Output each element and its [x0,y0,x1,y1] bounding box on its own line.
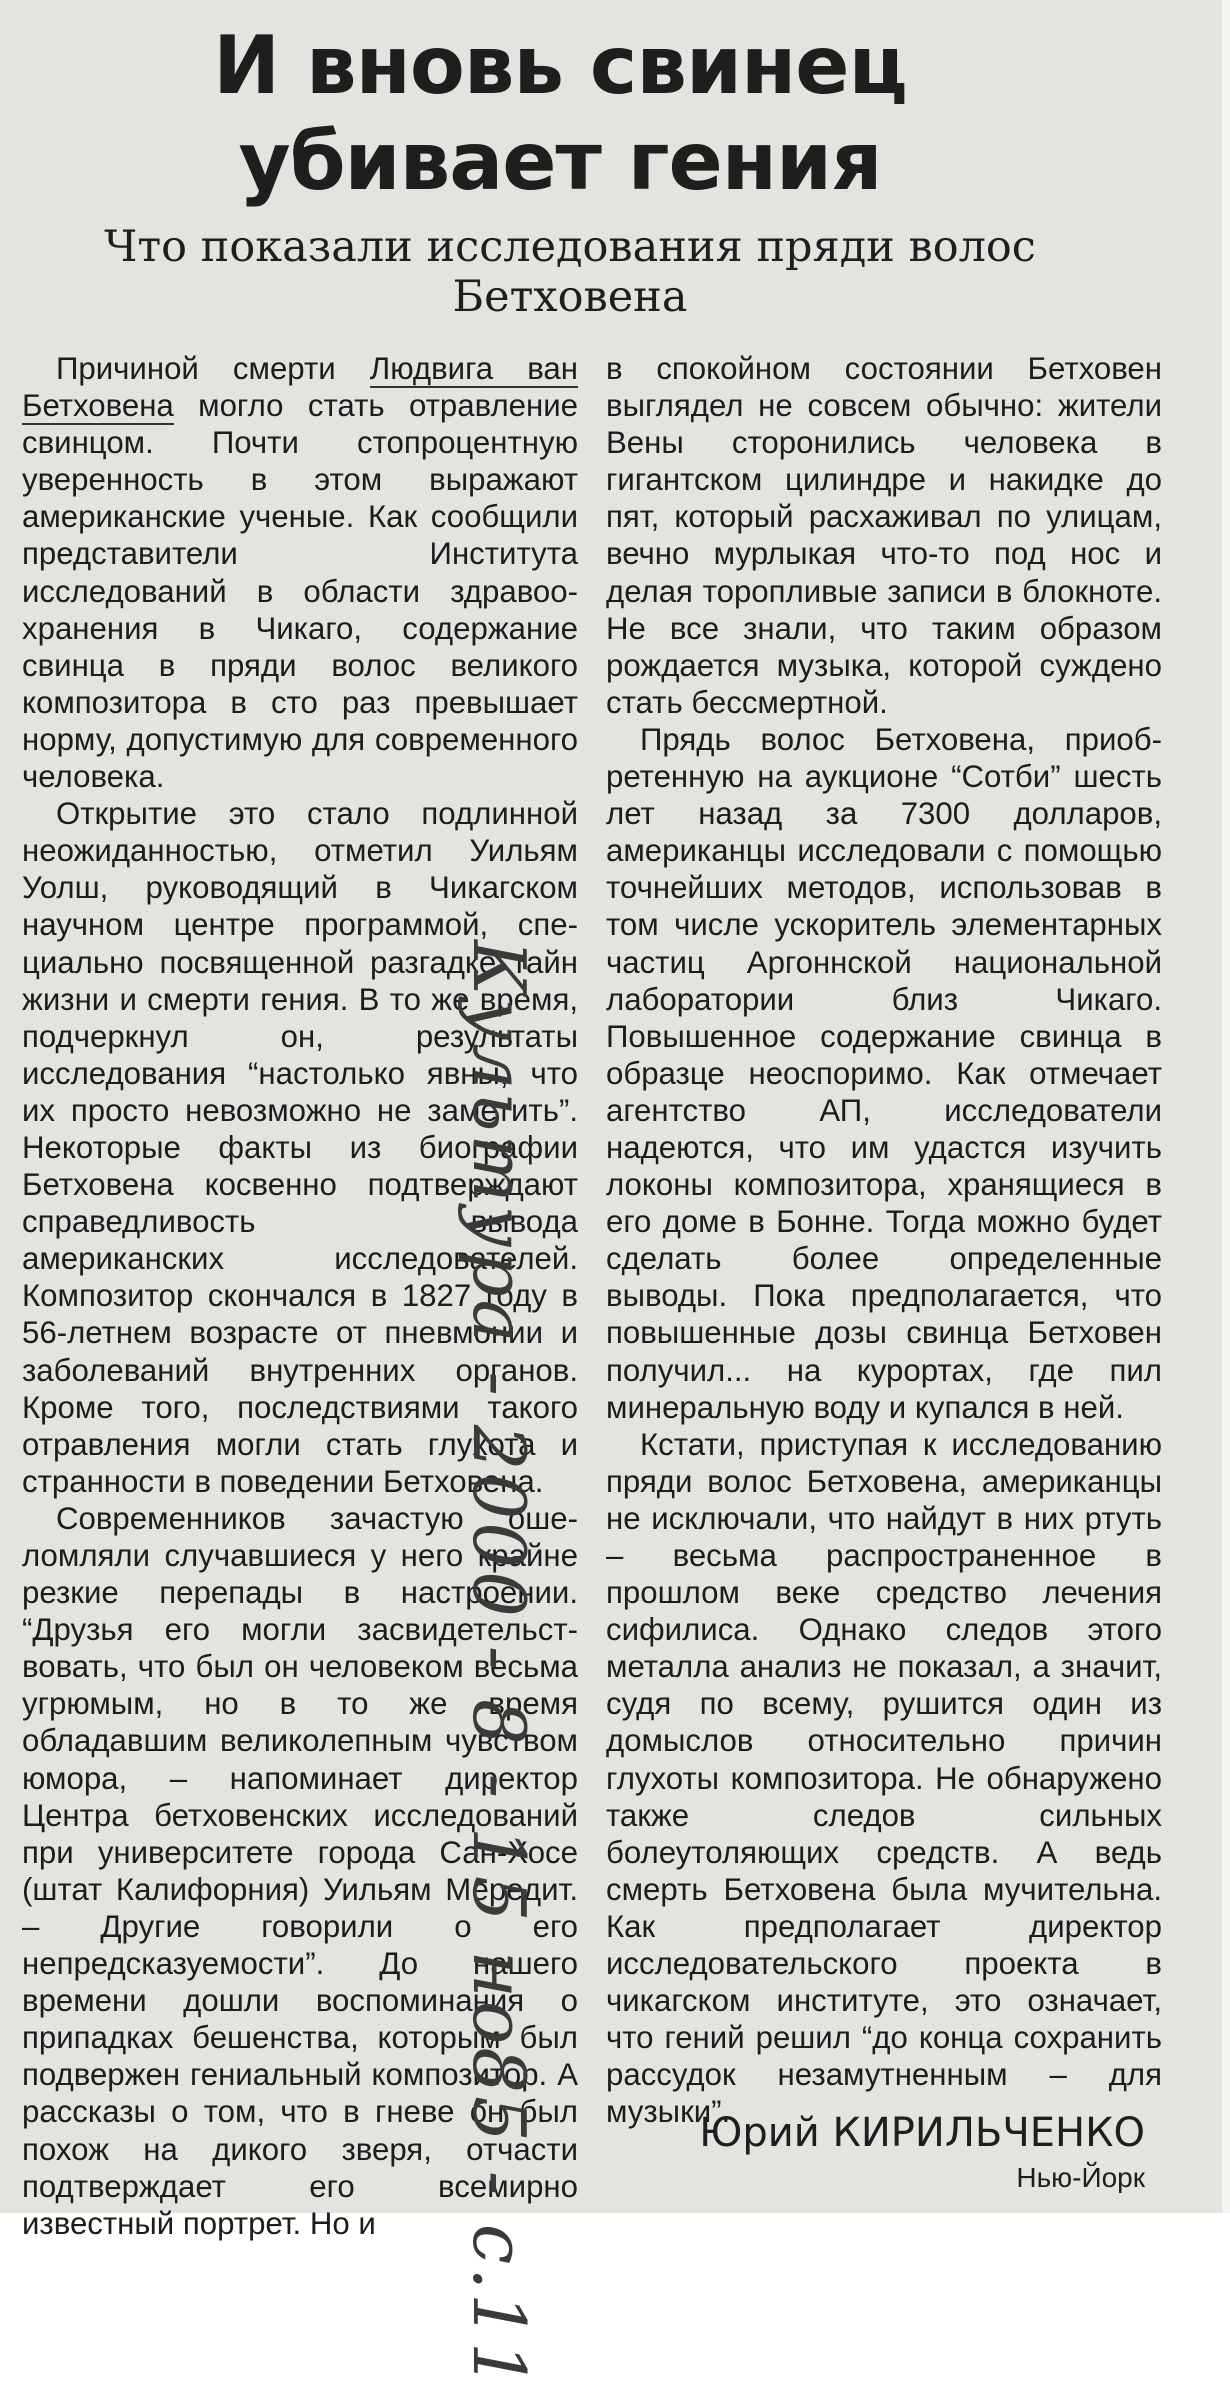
article-subheadline [40,222,1100,322]
article-column-right [606,350,1162,2131]
paragraph-discovery: Открытие это стало подлинной неожиданностью, отметил Уильям Уолш, руководящий в Чикагском научном центре программой, специально посвященной разгадке тайн жизни и смерти гения. В то же время, подчеркнул он, результаты исследования “настолько явны, что их просто невозможно не заметить”. Некоторые факты из биографии Бетховена косвенно подтверждают справедливость вывода американских исследователей. Композитор скончался в 1827 году в 56-летнем возрасте от пневмонии и заболеваний внутренних органов. Кроме того, последствиями такого отравления могли стать глухота и странности в поведении Бетховена. [22,796,578,1499]
paragraph-intro-rest: могло стать отравление свинцом. Почти стопроцентную уверенность в этом выражают американские ученые. Как сообщили представители Института исследований в области здравоохранения в Чикаго, содержание свинца в пряди волос великого композитора в сто раз превышает норму, допустимую для современного человека. [22,388,578,795]
paragraph-hair-research: Прядь волос Бетховена, приобретенную на аукционе “Сотби” шесть лет назад за 7300 долларов, американцы исследовали с помощью точнейших методов, использовав в том числе ускоритель элементарных частиц Аргоннской национальной лаборатории близ Чикаго. Повышенное содержание свинца в образце неоспоримо. Как отмечает агентство АП, исследователи надеются, что им удастся изучить локоны композитора, хранящиеся в его доме в Бонне. Тогда можно будет сделать более определенные выводы. Пока предполагается, что повышенные дозы свинца Бетховен получил... на курортах, где пил минеральную воду и купался в ней. [606,721,1162,1425]
underlined-name: Людвига ван Бетховена [22,351,578,424]
headline-line-1: И вновь свинец [213,19,907,112]
subheadline-line-2: Бетховена [452,272,688,322]
paragraph-mercury: Кстати, приступая к исследованию пряди волос Бетховена, американцы не исключали, что найдут в них ртуть – весьма распространенное в прошлом веке средство лечения сифилиса. Однако следов этого металла анализ не показал, а значит, судя по всему, рушится один из домыслов относительно причин глухоты композитора. Не обнаружено также следов сильных болеутоляющих средств. А ведь смерть Бетховена была мучительна. Как предполагает директор исследовательского проекта в чикагском институте, это означает, что гений решил “до конца сохранить рассудок незамутненным – для музыки”. [606,1426,1162,2130]
byline-city: Нью-Йорк [1016,2162,1145,2193]
paragraph-intro-lead: Причиной смерти [56,351,370,386]
handwritten-annotation: Культура - 2000 - 8 - 15 но85 - с.11 [457,940,541,2391]
paragraph-contemporaries: Современников зачастую ошеломляли случавшиеся у него крайне резкие перепады в настроении. “Друзья его могли засвидетельствовать, что был он человеком весьма угрюмым, но в то же время обладавшим великолепным чувством юмора, – напоминает директор Центра бетховенских исследований при университете города Сан-Хосе (штат Калифорния) Уильям Мередит. – Другие говорили о его непредсказуемости”. До нашего времени дошли воспоминания о припадках бешенства, которым был подвержен гениальный композитор. А рассказы о том, что в гневе он был похож на дикого зверя, отчасти подтверждает его всемирно известный портрет. Но и [22,1500,578,2241]
subheadline-line-1: Что показали исследования пряди волос [104,222,1036,272]
headline-line-2: убивает гения [238,115,882,208]
article-headline [150,18,970,210]
byline-author: Юрий КИРИЛЬЧЕНКО [699,2110,1145,2156]
paragraph-continuation: в спокойном состоянии Бетховен выглядел не совсем обычно: жители Вены сторонились человека в гигантском цилиндре и накидке до пят, который расхаживал по улицам, вечно мурлыкая что-то под нос и делая торопливые записи в блокноте. Не все знали, что таким образом рождается музыка, которой суждено стать бессмертной. [606,351,1162,720]
paragraph-intro [22,350,578,795]
